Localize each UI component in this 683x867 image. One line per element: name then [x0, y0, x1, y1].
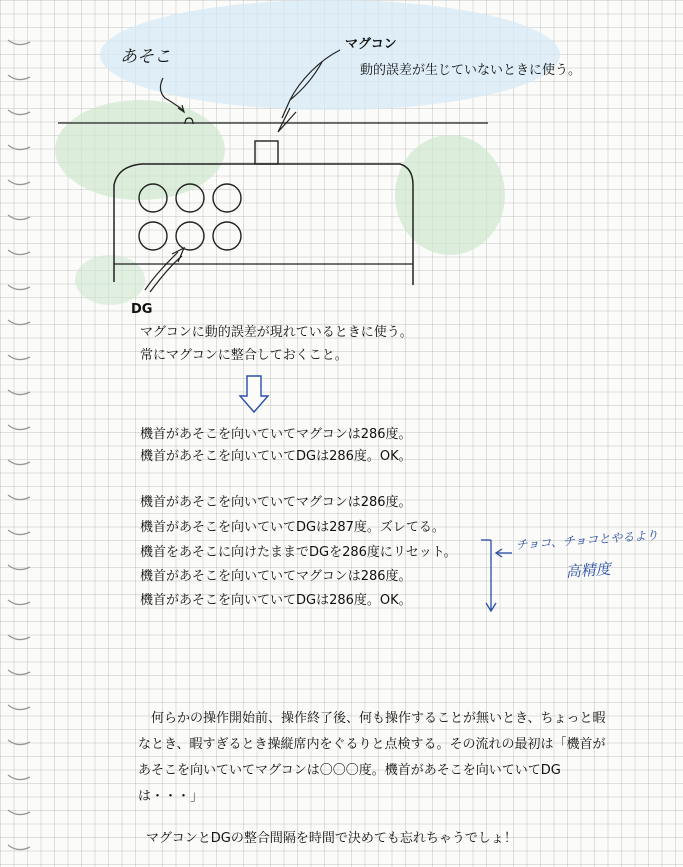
- magcon-compass: [255, 141, 278, 164]
- binder-hole: [8, 355, 30, 360]
- binder-hole: [8, 740, 30, 745]
- gauge-dg: [176, 222, 204, 250]
- binder-hole: [8, 495, 30, 500]
- down-arrow: [240, 376, 268, 412]
- binder-hole: [8, 250, 30, 255]
- gauge: [213, 184, 241, 212]
- binder-hole: [8, 845, 30, 850]
- dg-arrow: [145, 252, 178, 290]
- binder-hole: [8, 530, 30, 535]
- ok-case-line-2: 機首があそこを向いていてDGは286度。OK。: [140, 449, 412, 464]
- binder-hole: [8, 670, 30, 675]
- binder-hole: [8, 75, 30, 80]
- gauge: [139, 222, 167, 250]
- reset-case-line-2: 機首があそこを向いていてDGは287度。ズレてる。: [140, 520, 445, 535]
- magcon-description: 動的誤差が生じていないときに使う。: [360, 63, 582, 78]
- binder-hole: [8, 425, 30, 430]
- annotation-line-2: 高精度: [565, 559, 612, 581]
- binder-hole: [8, 390, 30, 395]
- reset-case-line-5: 機首があそこを向いていてDGは286度。OK。: [140, 593, 412, 608]
- binder-hole: [8, 40, 30, 45]
- binder-hole: [8, 285, 30, 290]
- closing-remark: マグコンとDGの整合間隔を時間で決めても忘れちゃうでしょ！: [146, 831, 517, 846]
- dg-description-2: 常にマグコンに整合しておくこと。: [140, 348, 348, 363]
- inspection-paragraph: 何らかの操作開始前、操作終了後、何も操作することが無いとき、ちょっと暇なとき、暇すぎるとき操縦席内をぐるりと点検する。その流れの最初は「機首があそこを向いていてマグコンは〇〇〇度。機首があそこを向いていてDGは・・・」: [138, 711, 606, 804]
- ok-case-line-1: 機首があそこを向いていてマグコンは286度。: [140, 427, 412, 442]
- binder-hole: [8, 705, 30, 710]
- binder-hole: [8, 775, 30, 780]
- asoko-label: あそこ: [120, 47, 171, 67]
- binder-hole: [8, 145, 30, 150]
- binder-hole: [8, 180, 30, 185]
- gauge: [213, 222, 241, 250]
- binder-hole: [8, 635, 30, 640]
- reset-case-line-1: 機首があそこを向いていてマグコンは286度。: [140, 495, 412, 510]
- reset-bracket: [481, 540, 512, 611]
- dg-label: DG: [131, 302, 153, 317]
- binder-hole: [8, 320, 30, 325]
- binder-hole: [8, 810, 30, 815]
- binder-hole: [8, 600, 30, 605]
- reset-case-line-4: 機首があそこを向いていてマグコンは286度。: [140, 569, 412, 584]
- binder-holes: [8, 40, 30, 850]
- binder-hole: [8, 565, 30, 570]
- binder-hole: [8, 215, 30, 220]
- binder-hole: [8, 460, 30, 465]
- reset-case-line-3: 機首をあそこに向けたままでDGを286度にリセット。: [140, 545, 457, 560]
- magcon-label: マグコン: [345, 37, 397, 52]
- binder-hole: [8, 110, 30, 115]
- dg-description-1: マグコンに動的誤差が現れているときに使う。: [140, 325, 413, 340]
- annotation-line-1: チョコ、チョコとやるより: [515, 528, 659, 552]
